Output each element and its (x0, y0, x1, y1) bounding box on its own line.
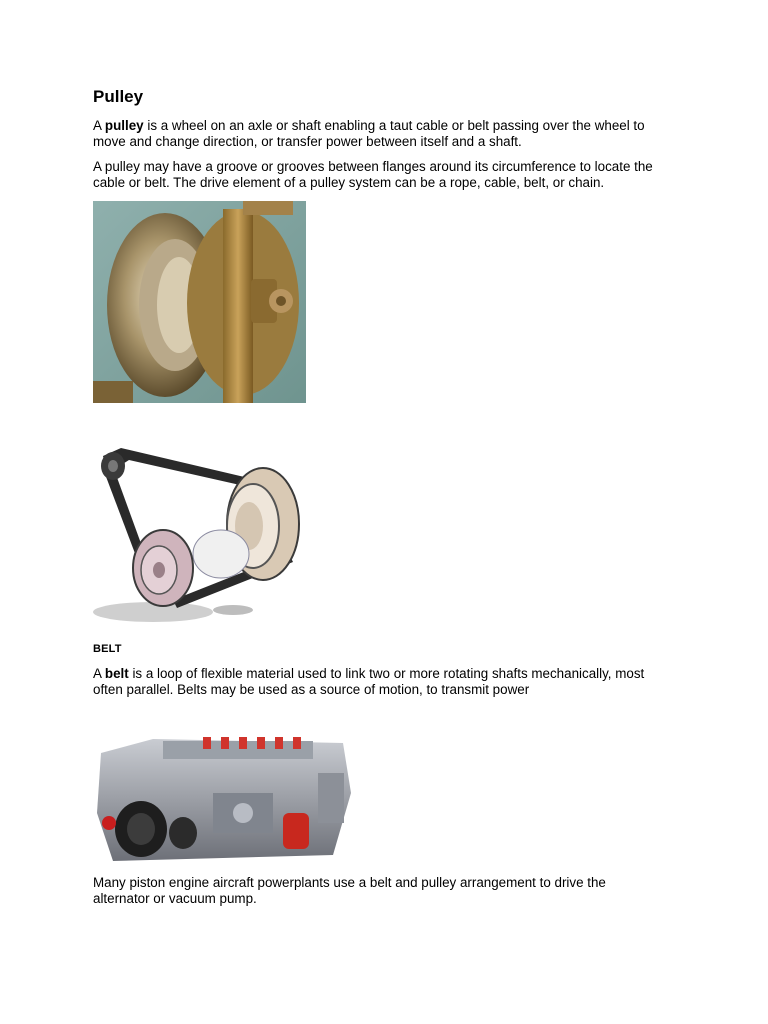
belt-heading: BELT (93, 643, 122, 655)
belt-definition-paragraph (93, 666, 668, 698)
text-run: move and change direction, or transfer power between itself and a shaft. (93, 134, 522, 149)
engine-photo (93, 733, 355, 864)
page-title: Pulley (93, 87, 144, 106)
pulley-definition-paragraph (93, 118, 668, 150)
text-run: A (93, 118, 105, 133)
text-run: cable or belt. The drive element of a pulley system can be a rope, cable, belt, or chain. (93, 175, 605, 190)
pulley-photo (93, 201, 306, 403)
pulley-groove-paragraph (93, 159, 668, 191)
text-run: is a loop of flexible material used to link two or more rotating shafts mechanically, most (128, 666, 645, 681)
text-run: alternator or vacuum pump. (93, 891, 257, 906)
text-run: is a wheel on an axle or shaft enabling a taut cable or belt passing over the wheel to (143, 118, 645, 133)
text-run: A pulley may have a groove or grooves between flanges around its circumference to locate the (93, 159, 653, 174)
belt-drive-illustration (93, 444, 305, 630)
pulley-term: pulley (104, 118, 144, 133)
engine-caption-paragraph (93, 875, 668, 907)
text-run: Many piston engine aircraft powerplants use a belt and pulley arrangement to drive the (93, 875, 606, 890)
text-run: often parallel. Belts may be used as a source of motion, to transmit power (93, 682, 530, 697)
text-run: A (93, 666, 105, 681)
belt-term: belt (104, 666, 129, 681)
